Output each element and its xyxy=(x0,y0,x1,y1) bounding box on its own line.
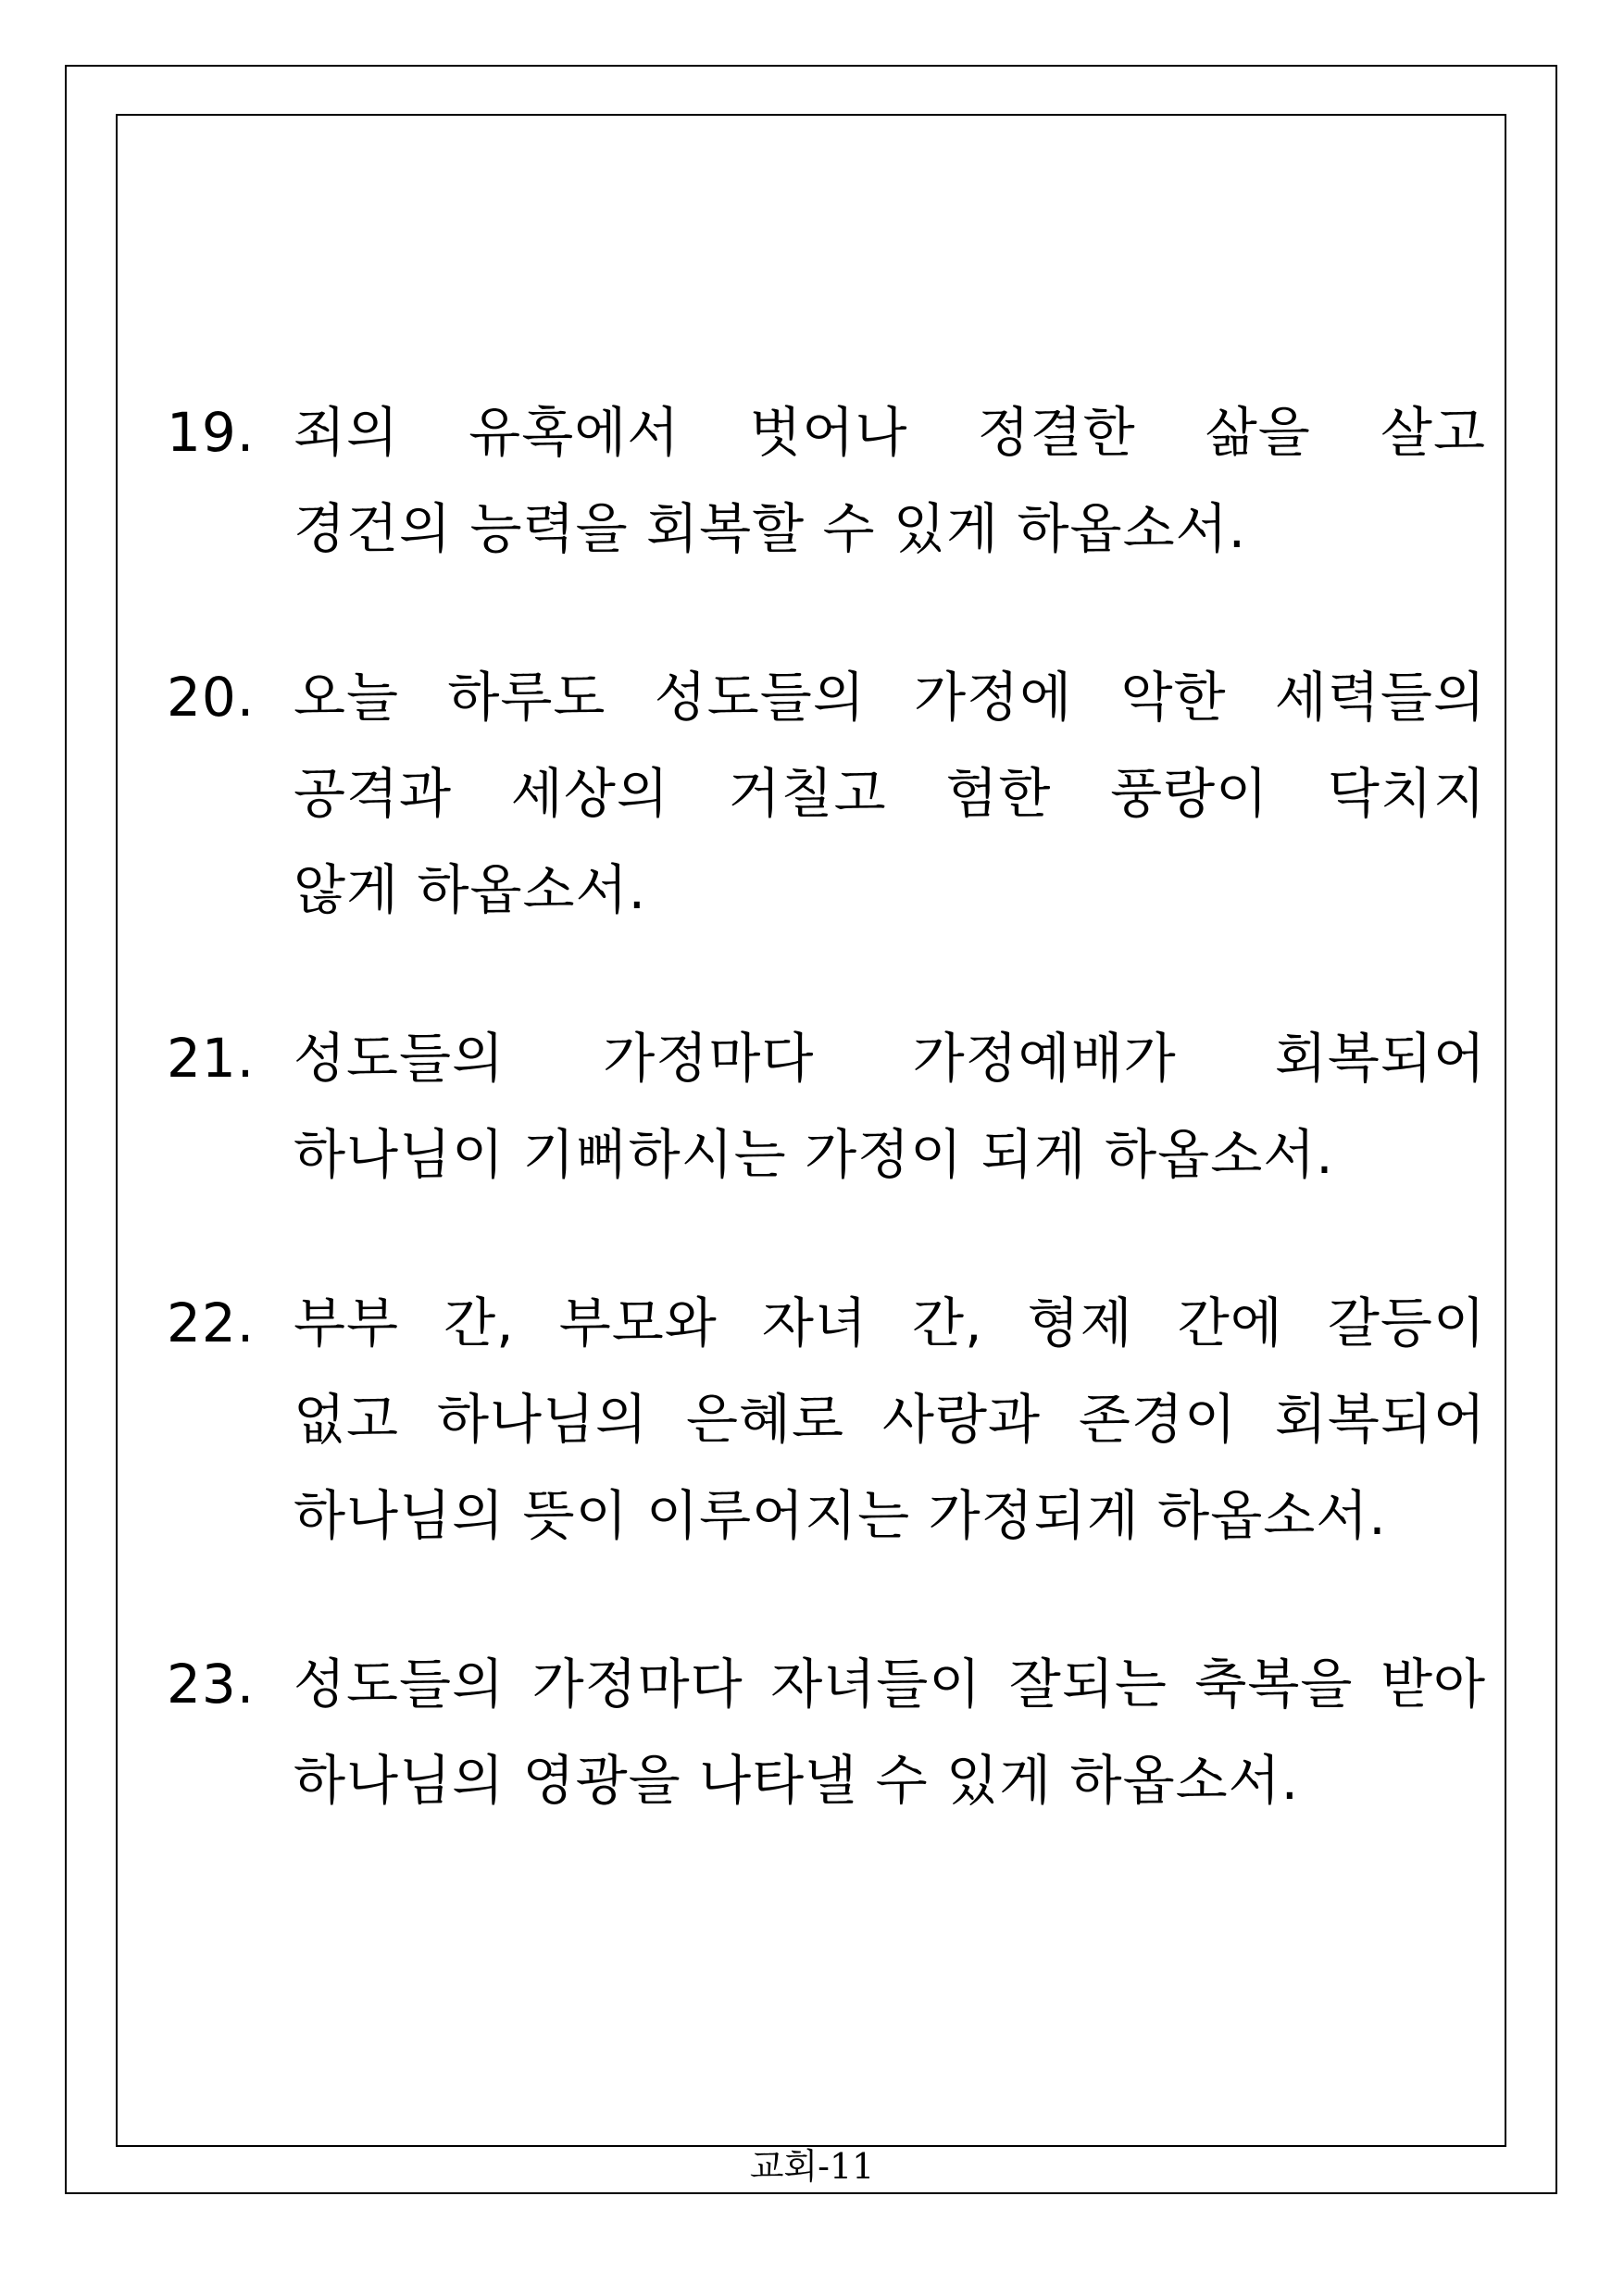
item-number: 21. xyxy=(167,1027,256,1090)
item-line: 하나님의 영광을 나타낼 수 있게 하옵소서. xyxy=(294,1749,1300,1812)
prayer-list xyxy=(167,384,1486,1901)
item-line: 하나님의 뜻이 이루어지는 가정되게 하옵소서. xyxy=(294,1484,1387,1547)
item-line: 경건의 능력을 회복할 수 있게 하옵소서. xyxy=(294,497,1247,560)
item-number: 20. xyxy=(167,666,256,729)
item-line: 부부 간, 부모와 자녀 간, 형제 간에 갈등이 xyxy=(294,1292,1486,1354)
page-number: 교회-11 xyxy=(749,2146,875,2187)
item-number: 19. xyxy=(167,401,256,464)
item-line: 하나님이 기뻐하시는 가정이 되게 하옵소서. xyxy=(294,1123,1334,1186)
item-line: 오늘 하루도 성도들의 가정에 악한 세력들의 xyxy=(294,666,1486,729)
item-number: 22. xyxy=(167,1292,256,1354)
item-line: 성도들의 가정마다 자녀들이 잘되는 축복을 받아 xyxy=(294,1653,1486,1716)
item-line: 공격과 세상의 거칠고 험한 풍랑이 닥치지 xyxy=(294,762,1486,825)
prayer-item-21 xyxy=(167,1010,1486,1203)
item-line: 성도들의 가정마다 가정예배가 회복되어 xyxy=(294,1027,1486,1090)
item-line: 않게 하옵소서. xyxy=(294,858,647,921)
prayer-item-19 xyxy=(167,384,1486,577)
item-line: 죄의 유혹에서 벗어나 정결한 삶을 살고 xyxy=(294,401,1486,464)
item-number: 23. xyxy=(167,1653,256,1716)
prayer-item-22 xyxy=(167,1275,1486,1564)
item-line: 없고 하나님의 은혜로 사랑과 존경이 회복되어 xyxy=(294,1388,1486,1451)
prayer-item-20 xyxy=(167,649,1486,938)
prayer-item-23 xyxy=(167,1636,1486,1828)
